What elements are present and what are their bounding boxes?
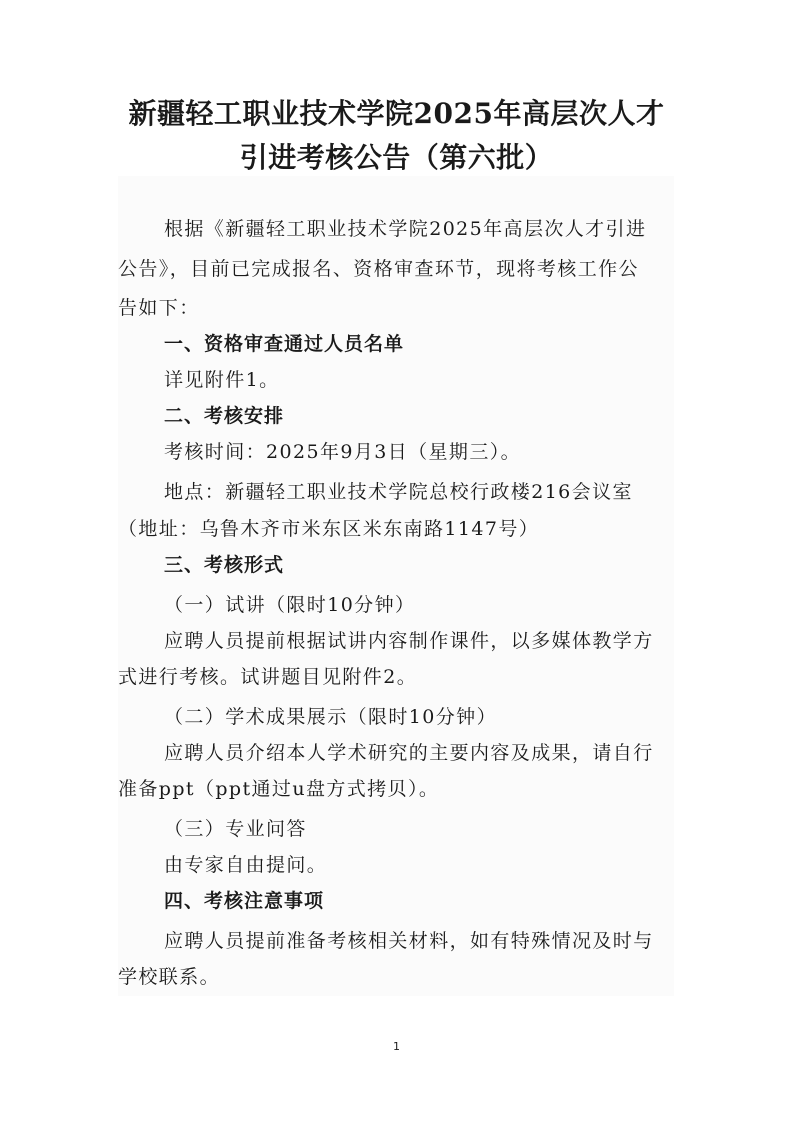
section-heading-1: 一、资格审查通过人员名单 <box>164 333 405 355</box>
paragraph-intro-line-3: 告如下： <box>118 297 200 319</box>
title-line-2: 引进考核公告（第六批） <box>239 141 554 174</box>
page-number: 1 <box>393 1040 400 1053</box>
trial-lecture-text-line-2: 式进行考核。试讲题目见附件2。 <box>118 666 418 688</box>
section-heading-3: 三、考核形式 <box>164 554 285 576</box>
section-1-text: 详见附件1。 <box>164 369 280 391</box>
exam-location-text: 地点：新疆轻工职业技术学院总校行政楼216会议室 <box>164 481 633 503</box>
trial-lecture-text-line-1: 应聘人员提前根据试讲内容制作课件，以多媒体教学方 <box>164 630 654 652</box>
title-line-1: 新疆轻工职业技术学院2025年高层次人才 <box>128 97 665 130</box>
academic-showcase-text-line-2: 准备ppt（ppt通过u盘方式拷贝）。 <box>118 778 440 800</box>
paragraph-intro-line-1: 根据《新疆轻工职业技术学院2025年高层次人才引进 <box>164 218 647 240</box>
page-title <box>40 92 753 180</box>
qa-text: 由专家自由提问。 <box>164 854 328 876</box>
subsection-trial-lecture: （一）试讲（限时10分钟） <box>164 594 416 616</box>
academic-showcase-text-line-1: 应聘人员介绍本人学术研究的主要内容及成果，请自行 <box>164 742 654 764</box>
paragraph-intro-line-2: 公告》，目前已完成报名、资格审查环节，现将考核工作公 <box>118 258 639 280</box>
subsection-qa: （三）专业问答 <box>164 818 307 840</box>
subsection-academic-showcase: （二）学术成果展示（限时10分钟） <box>164 706 497 728</box>
exam-time-text: 考核时间：2025年9月3日（星期三）。 <box>164 441 522 463</box>
notice-text-line-1: 应聘人员提前准备考核相关材料，如有特殊情况及时与 <box>164 930 654 952</box>
notice-text-line-2: 学校联系。 <box>118 966 221 988</box>
section-heading-2: 二、考核安排 <box>164 405 285 427</box>
section-heading-4: 四、考核注意事项 <box>164 890 325 912</box>
exam-address-text: （地址：乌鲁木齐市米东区米东南路1147号） <box>118 518 540 540</box>
